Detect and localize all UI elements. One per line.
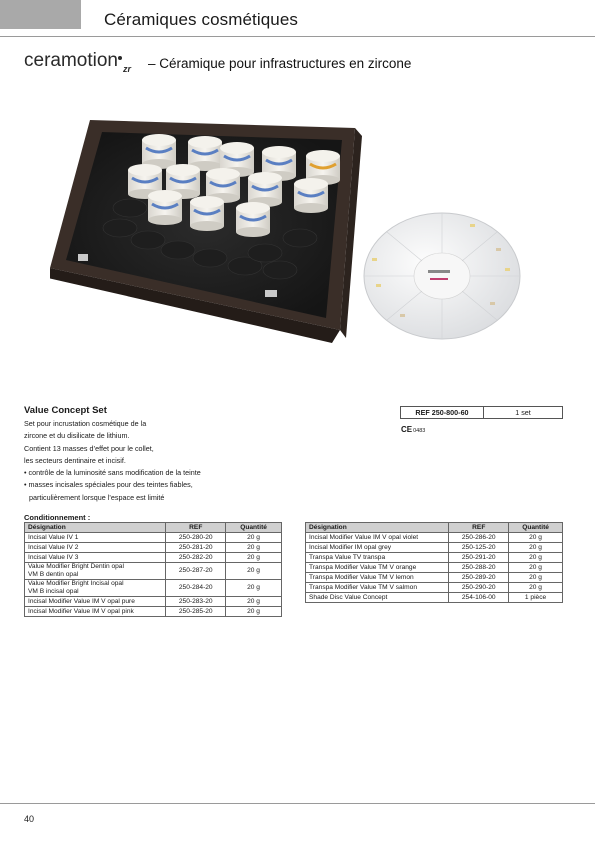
header-divider — [0, 36, 595, 37]
designation-cell: Transpa Modifier Value TM V orange — [306, 563, 449, 573]
conditioning-table-right — [305, 522, 563, 603]
quantity-cell: 20 g — [226, 563, 282, 580]
designation-cell: Transpa Modifier Value TM V lemon — [306, 573, 449, 583]
feature-bullet: • contrôle de la luminosité sans modification de la teinte — [24, 468, 201, 478]
logo-dot — [118, 56, 122, 60]
ce-number: 0483 — [413, 428, 426, 434]
ref-cell: 250-290-20 — [449, 583, 509, 593]
description-line: zircone et du disilicate de lithium. — [24, 431, 130, 441]
quantity-cell: 20 g — [226, 607, 282, 617]
quantity-cell: 1 pièce — [509, 593, 563, 603]
set-reference-table — [400, 406, 563, 419]
product-title: Value Concept Set — [24, 405, 107, 416]
ref-cell: 250-280-20 — [166, 533, 226, 543]
designation-cell: Incisal Value IV 2 — [25, 543, 166, 553]
ceramotion-logo — [24, 50, 131, 72]
designation-cell: Transpa Value TV transpa — [306, 553, 449, 563]
set-quantity: 1 set — [484, 407, 563, 419]
col-header-designation: Désignation — [25, 523, 166, 533]
designation-cell: Value Modifier Bright Incisal opal VM B incisal opal — [25, 580, 166, 597]
designation-cell: Incisal Value IV 1 — [25, 533, 166, 543]
designation-cell: Value Modifier Bright Dentin opal VM B dentin opal — [25, 563, 166, 580]
quantity-cell: 20 g — [509, 583, 563, 593]
ref-cell: 250-287-20 — [166, 563, 226, 580]
quantity-cell: 20 g — [509, 533, 563, 543]
ref-cell: 250-285-20 — [166, 607, 226, 617]
conditioning-title: Conditionnement : — [24, 513, 91, 522]
page-title: Céramiques cosmétiques — [104, 10, 299, 29]
table-row — [306, 593, 563, 603]
table-row — [25, 553, 282, 563]
header-color-block — [0, 0, 81, 29]
quantity-cell: 20 g — [509, 553, 563, 563]
table-row — [25, 543, 282, 553]
table-row — [306, 573, 563, 583]
table-row — [25, 533, 282, 543]
description-line: les secteurs dentinaire et incisif. — [24, 455, 126, 465]
feature-bullet: • masses incisales spéciales pour des teintes fiables, — [24, 480, 193, 490]
table-row — [306, 563, 563, 573]
quantity-cell: 20 g — [509, 543, 563, 553]
ref-cell: 250-281-20 — [166, 543, 226, 553]
quantity-cell: 20 g — [226, 597, 282, 607]
table-row — [25, 597, 282, 607]
logo-suffix: zr — [123, 64, 132, 74]
designation-cell: Transpa Modifier Value TM V salmon — [306, 583, 449, 593]
ref-cell: 250-286-20 — [449, 533, 509, 543]
table-row — [306, 583, 563, 593]
designation-cell: Incisal Modifier Value IM V opal pure — [25, 597, 166, 607]
quantity-cell: 20 g — [226, 580, 282, 597]
product-description — [24, 418, 284, 504]
quantity-cell: 20 g — [226, 553, 282, 563]
table-row — [25, 580, 282, 597]
col-header-quantity: Quantité — [509, 523, 563, 533]
product-line-subtitle: – Céramique pour infrastructures en zircone — [148, 56, 412, 71]
ref-cell: 250-125-20 — [449, 543, 509, 553]
ref-cell: 250-283-20 — [166, 597, 226, 607]
set-ref-number: REF 250-800-60 — [401, 407, 484, 419]
designation-cell: Incisal Modifier IM opal grey — [306, 543, 449, 553]
page-number: 40 — [24, 814, 35, 824]
ref-cell: 250-288-20 — [449, 563, 509, 573]
quantity-cell: 20 g — [226, 533, 282, 543]
table-row — [306, 533, 563, 543]
ref-cell: 250-282-20 — [166, 553, 226, 563]
table-header-row — [25, 523, 282, 533]
description-line: Set pour incrustation cosmétique de la — [24, 419, 147, 428]
table-header-row — [306, 523, 563, 533]
feature-bullet-continued: particulièrement lorsque l’espace est limité — [29, 492, 165, 502]
table-row — [25, 607, 282, 617]
conditioning-table-left — [24, 522, 282, 617]
ref-cell: 250-284-20 — [166, 580, 226, 597]
col-header-ref: REF — [449, 523, 509, 533]
table-row — [306, 553, 563, 563]
shade-disc — [364, 213, 520, 339]
quantity-cell: 20 g — [226, 543, 282, 553]
quantity-cell: 20 g — [509, 563, 563, 573]
ce-mark — [401, 425, 425, 434]
product-photo — [50, 118, 540, 380]
logo-text: ceramotion — [24, 50, 118, 71]
quantity-cell: 20 g — [509, 573, 563, 583]
ref-cell: 254-106-00 — [449, 593, 509, 603]
designation-cell: Shade Disc Value Concept — [306, 593, 449, 603]
ref-cell: 250-291-20 — [449, 553, 509, 563]
ref-cell: 250-289-20 — [449, 573, 509, 583]
ce-symbol: CE — [401, 425, 413, 434]
description-line: Contient 13 masses d’effet pour le collet, — [24, 443, 154, 453]
designation-cell: Incisal Value IV 3 — [25, 553, 166, 563]
designation-cell: Incisal Modifier Value IM V opal pink — [25, 607, 166, 617]
table-row — [306, 543, 563, 553]
col-header-designation: Désignation — [306, 523, 449, 533]
footer-divider — [0, 803, 595, 804]
designation-cell: Incisal Modifier Value IM V opal violet — [306, 533, 449, 543]
col-header-ref: REF — [166, 523, 226, 533]
table-row — [25, 563, 282, 580]
col-header-quantity: Quantité — [226, 523, 282, 533]
